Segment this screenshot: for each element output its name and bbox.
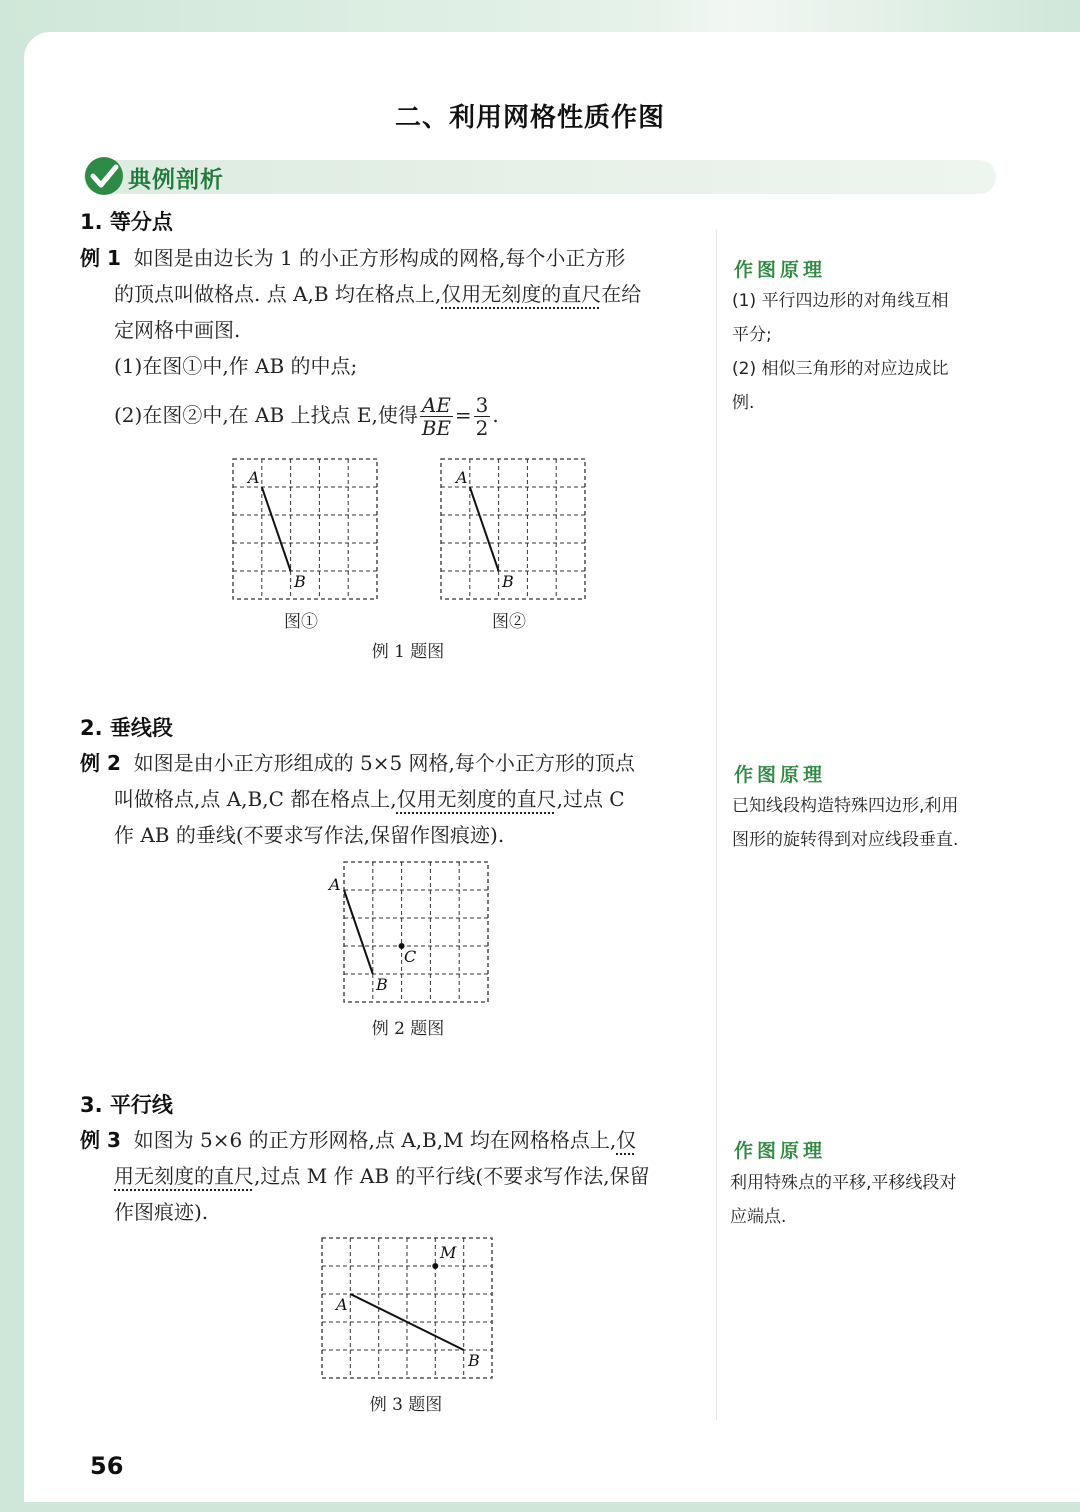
emphasis-text: 用无刻度的直尺 [114,1164,254,1188]
example-text: 作 AB 的垂线(不要求写作法,保留作图痕迹). [114,823,505,847]
side-note-line: 平分; [732,325,772,345]
point-label-c: C [404,947,417,966]
point-label-a: A [456,468,468,487]
fraction-ae-be: $\frac{AE}{BE}$ [421,393,452,440]
example-text: 如图为 5×6 的正方形网格,点 A,B,M 均在网格格点上, [133,1128,617,1152]
example-text: 如图是由小正方形组成的 5×5 网格,每个小正方形的顶点 [133,751,635,775]
example-2 [80,745,710,853]
side-note-line: (2) 相似三角形的对应边成比 [732,359,949,379]
side-note-heading: 作图原理 [734,1140,827,1162]
example-3 [80,1122,710,1230]
point-label-b: B [376,975,388,994]
example-text: 的顶点叫做格点. 点 A,B 均在格点上, [114,282,442,306]
figure-caption-2: 例 2 题图 [371,1019,445,1039]
example-1 [80,240,710,439]
side-note-line: 例. [732,393,755,413]
point-label-a: A [248,468,260,487]
point-label-m: M [440,1243,457,1262]
point-m [432,1263,438,1269]
side-note-heading: 作图原理 [734,764,827,786]
side-note-2 [732,789,1002,857]
point-label-b: B [294,572,306,591]
figure-label-1: 图① [284,612,318,632]
side-note-line: 已知线段构造特殊四边形,利用 [732,796,959,816]
question-2: (2)在图②中,在 AB 上找点 E,使得 [114,403,418,427]
page-title: 二、利用网格性质作图 [395,103,666,133]
example-text: 叫做格点,点 A,B,C 都在格点上, [114,787,397,811]
side-note-heading: 作图原理 [734,259,827,281]
side-note-line: (1) 平行四边形的对角线互相 [732,291,949,311]
check-icon [82,154,126,198]
grid-figure-2 [434,455,594,605]
grid-figure-3 [326,858,496,1008]
side-note-line: 利用特殊点的平移,平移线段对 [730,1173,957,1193]
example-text: ,过点 M 作 AB 的平行线(不要求写作法,保留 [254,1164,650,1188]
segment-ab [262,487,291,571]
page-number: 56 [90,1452,124,1480]
example-label: 例 2 [80,751,121,775]
segment-ab [470,487,499,571]
period: . [492,403,499,427]
column-divider [716,230,717,1420]
example-text: 在给 [601,282,642,306]
grid-figure-4 [318,1234,498,1384]
figure-label-2: 图② [492,612,526,632]
fraction-3-2: $\frac{3}{2}$ [475,393,489,440]
example-text: 定网格中画图. [114,318,241,342]
side-note-3 [730,1166,1000,1234]
section-heading-3: 3. 平行线 [80,1093,173,1117]
section-heading-1: 1. 等分点 [80,210,173,234]
grid-figure-1 [226,455,386,605]
point-label-b: B [502,572,514,591]
figure-caption-1: 例 1 题图 [371,642,445,662]
example-text: 如图是由边长为 1 的小正方形构成的网格,每个小正方形 [133,246,626,270]
example-text: ,过点 C [556,787,625,811]
section-heading-2: 2. 垂线段 [80,716,173,740]
section-banner-label: 典例剖析 [128,167,224,193]
side-note-1 [732,284,1002,420]
question-1: (1)在图①中,作 AB 的中点; [114,354,358,378]
emphasis-text: 仅 [616,1128,637,1152]
example-text: 作图痕迹). [114,1200,209,1224]
segment-ab [344,890,373,974]
point-label-a: A [329,875,341,894]
figure-caption-3: 例 3 题图 [369,1395,443,1415]
point-label-a: A [336,1295,348,1314]
top-edge [0,0,1080,32]
emphasis-text: 仅用无刻度的直尺 [441,282,602,306]
point-label-b: B [468,1351,480,1370]
example-label: 例 1 [80,246,121,270]
example-label: 例 3 [80,1128,121,1152]
emphasis-text: 仅用无刻度的直尺 [396,787,557,811]
side-note-line: 图形的旋转得到对应线段垂直. [732,830,959,850]
side-note-line: 应端点. [730,1207,787,1227]
equals-sign: = [454,403,472,427]
